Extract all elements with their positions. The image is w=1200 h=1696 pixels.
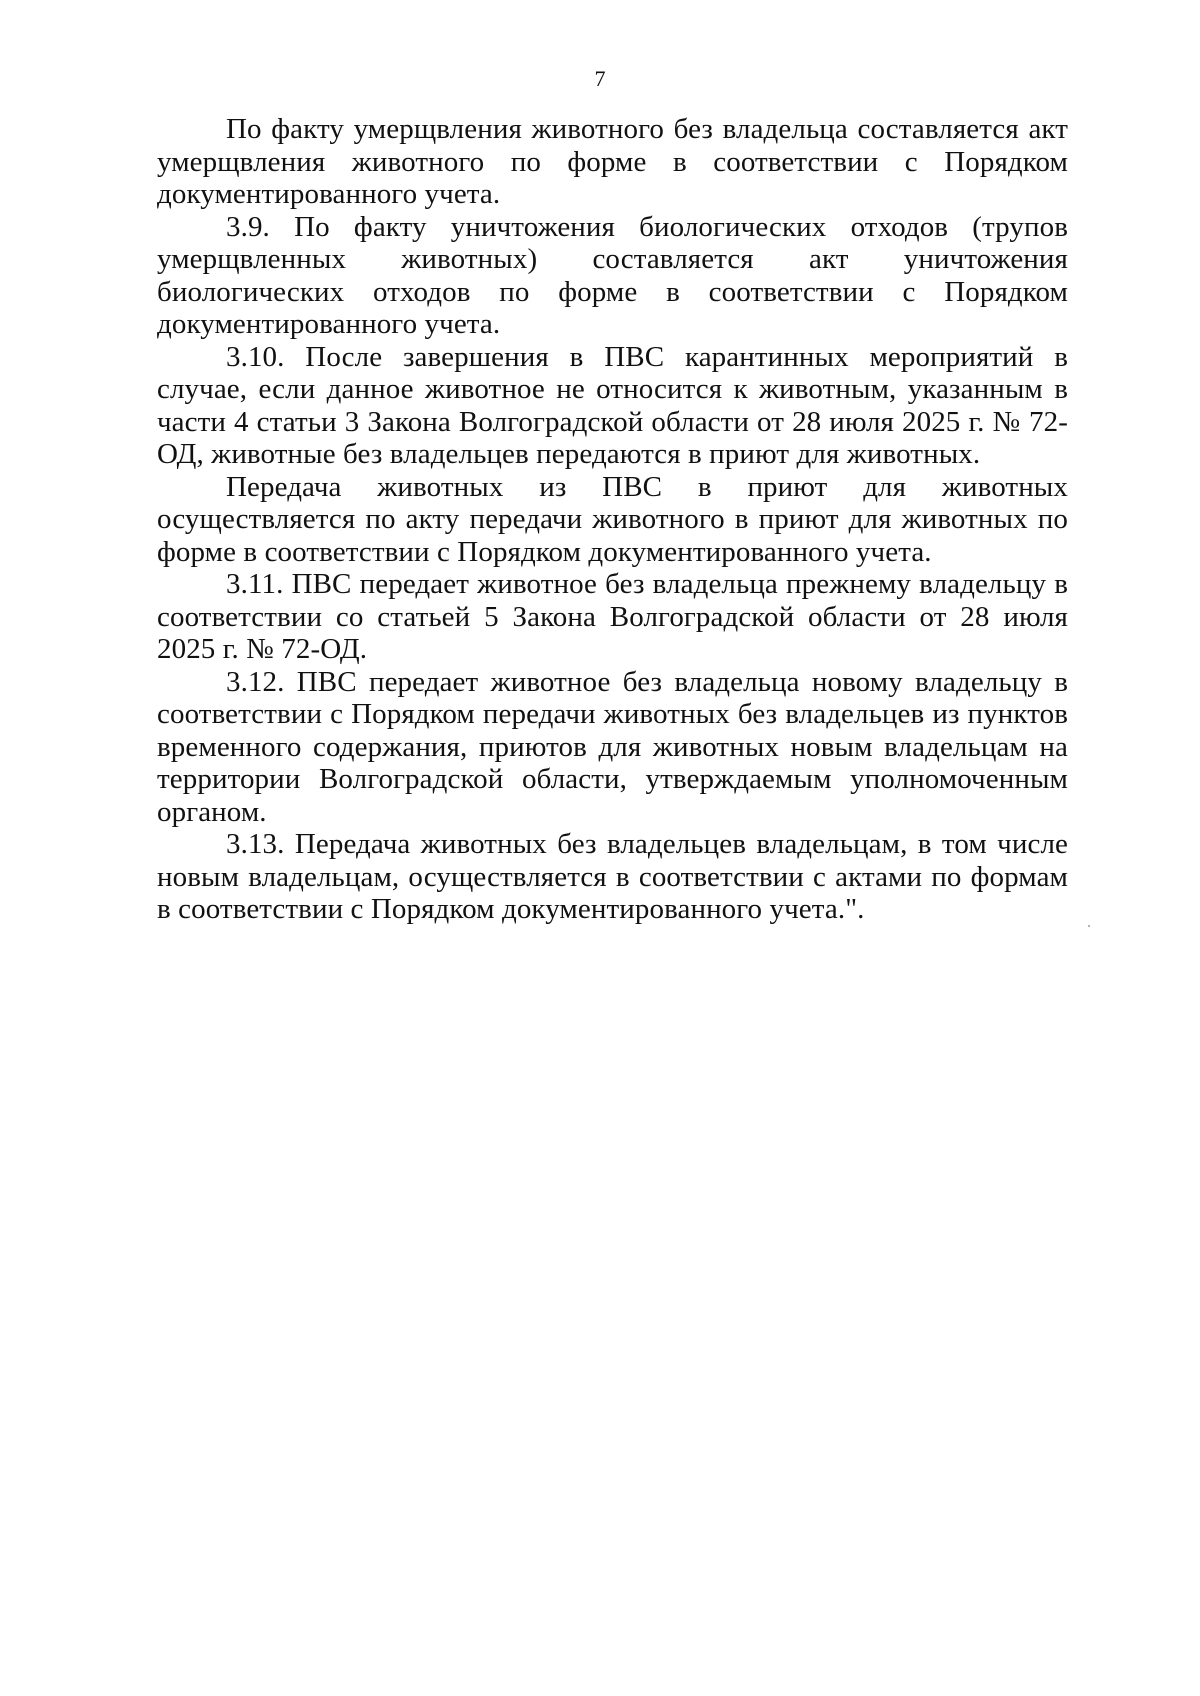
page-number: 7: [594, 66, 606, 91]
scan-speck: [1088, 925, 1090, 927]
document-body: [157, 113, 1068, 926]
paragraph-3-12: 3.12. ПВС передает животное без владельца новому владельцу в соответствии с Порядком передачи животных без владельцев из пунктов временного содержания, приютов для животных новым владельцам на территории Волгоградской области, утверждаемым уполномоченным органом.: [157, 665, 1068, 828]
paragraph-3-11: 3.11. ПВС передает животное без владельца прежнему владельцу в соответствии со статьей 5 Закона Волгоградской области от 28 июля 2025 г. № 72-ОД.: [157, 568, 1068, 665]
paragraph-3-9: 3.9. По факту уничтожения биологических отходов (трупов умерщвленных животных) составляется акт уничтожения биологических отходов по форме в соответствии с Порядком документированного учета.: [157, 210, 1068, 340]
paragraph-euthanasia-act: По факту умерщвления животного без владельца составляется акт умерщвления животного по форме в соответствии с Порядком документированного учета.: [157, 113, 1068, 210]
paragraph-shelter-transfer: Передача животных из ПВС в приют для животных осуществляется по акту передачи животного в приют для животных по форме в соответствии с Порядком документированного учета.: [157, 470, 1068, 568]
paragraph-3-10: 3.10. После завершения в ПВС карантинных мероприятий в случае, если данное животное не относится к животным, указанным в части 4 статьи 3 Закона Волгоградской области от 28 июля 2025 г. № 72-ОД, животные без владельцев передаются в приют для животных.: [157, 340, 1068, 470]
paragraph-3-13: 3.13. Передача животных без владельцев владельцам, в том числе новым владельцам, осуществляется в соответствии с актами по формам в соответствии с Порядком документированного учета.".: [157, 828, 1068, 925]
